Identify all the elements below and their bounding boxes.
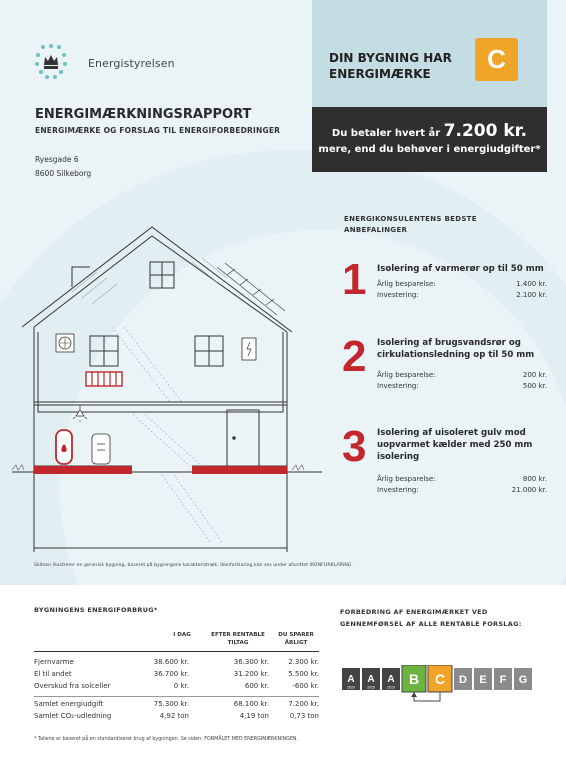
investment-value: 500 kr.: [522, 382, 547, 390]
row-label: Overskud fra solceller: [34, 682, 111, 690]
row-today: 0 kr.: [173, 682, 189, 690]
scale-e: [474, 668, 492, 690]
scale-f: [494, 668, 512, 690]
roof-outline: [22, 227, 292, 332]
rating-title: [329, 50, 469, 82]
rating-title-line1: DIN BYGNING HAR: [329, 51, 452, 65]
savings-amount: 7.200 kr.: [443, 121, 528, 141]
recommendation-title: Isolering af uisoleret gulv mod uopvarmet kælder med 250 mm isolering: [377, 428, 533, 462]
investment-label: Investering:: [377, 486, 419, 494]
row-save: 7.200 kr.: [288, 700, 319, 708]
table-divider: [34, 696, 319, 697]
row-after: 36.300 kr.: [233, 658, 269, 666]
scale-letter: A: [347, 674, 355, 685]
scale-d: [454, 668, 472, 690]
table-total-row: [34, 700, 319, 712]
radiator-icon: [86, 372, 122, 386]
savings-label: Årlig besparelse:: [377, 475, 436, 483]
scale-letter: E: [479, 674, 487, 686]
savings-line2: mere, end du behøver i energiudgifter*: [318, 144, 541, 155]
savings-line1: [312, 121, 547, 141]
report-subtitle: ENERGIMÆRKE OG FORSLAG TIL ENERGIFORBEDRINGER: [35, 126, 281, 135]
floor-insulation-left: [34, 466, 132, 474]
staircase: [112, 327, 222, 542]
energy-scale: [340, 665, 550, 711]
consumption-title: BYGNINGENS ENERGIFORBRUG*: [34, 606, 158, 614]
energistyrelsen-logo: [34, 43, 174, 83]
floor-insulation-right: [192, 466, 287, 474]
row-label: El til andet: [34, 670, 72, 678]
row-save: 0,73 ton: [289, 712, 319, 720]
row-save: 5.500 kr.: [288, 670, 319, 678]
improvement-arrow-icon: [411, 692, 440, 701]
row-after: 4,19 ton: [239, 712, 269, 720]
row-save: 2.300 kr.: [288, 658, 319, 666]
savings-value: 800 kr.: [522, 475, 547, 483]
table-total-row: [34, 712, 319, 724]
scale-a2015: [362, 668, 380, 690]
recommendation-2: [342, 332, 557, 395]
recommendation-number: 2: [342, 332, 367, 381]
savings-banner: [312, 107, 547, 172]
row-label: Samlet CO₂-udledning: [34, 712, 112, 720]
row-label: Samlet energiudgift: [34, 700, 104, 708]
table-divider: [34, 651, 319, 652]
table-row: [34, 670, 319, 682]
rating-letter: C: [487, 44, 506, 74]
row-today: 36.700 kr.: [153, 670, 189, 678]
scale-letter: A: [367, 674, 375, 685]
scale-letter: A: [387, 674, 395, 685]
report-title: ENERGIMÆRKNINGSRAPPORT: [35, 107, 252, 122]
header-savings-line1: DU SPARER: [278, 632, 314, 638]
house-illustration: [12, 222, 334, 552]
table-row: [34, 658, 319, 670]
row-label: Fjernvarme: [34, 658, 74, 666]
header-after-line1: EFTER RENTABLE: [211, 632, 265, 638]
lamp-icon: [73, 405, 87, 422]
header-savings: [272, 631, 320, 647]
hot-water-tank-icon: [56, 430, 72, 464]
rating-title-line2: ENERGIMÆRKE: [329, 67, 431, 81]
row-after: 600 kr.: [244, 682, 269, 690]
savings-label: Årlig besparelse:: [377, 280, 436, 288]
header-after: [206, 631, 270, 647]
header-savings-line2: ÅRLIGT: [284, 640, 308, 646]
savings-label: Årlig besparelse:: [377, 371, 436, 379]
row-after: 68.100 kr.: [233, 700, 269, 708]
scale-b-potential: [402, 665, 426, 692]
table-row: [34, 682, 319, 694]
recommendation-1: [342, 255, 557, 308]
scale-g: [514, 668, 532, 690]
door: [227, 410, 259, 466]
row-today: 75.300 kr.: [153, 700, 189, 708]
savings-prefix: Du betaler hvert år: [331, 128, 441, 139]
row-after: 31.200 kr.: [233, 670, 269, 678]
fan-icon: [56, 334, 74, 352]
row-today: 4,92 ton: [159, 712, 189, 720]
investment-value: 21.000 kr.: [511, 486, 547, 494]
scale-a2010: [382, 668, 400, 690]
scale-a2020: [342, 668, 360, 690]
scale-c-current: [428, 665, 452, 692]
electricity-meter-icon: [242, 338, 256, 360]
recommendation-number: 1: [342, 255, 367, 304]
recommendation-number: 3: [342, 422, 367, 471]
investment-value: 2.100 kr.: [516, 291, 547, 299]
basement-walls: [34, 472, 287, 552]
recommendation-title: Isolering af brugsvandsrør og cirkulationsledning op til 50 mm: [377, 338, 535, 360]
crown-dots-icon: [34, 43, 84, 83]
savings-value: 1.400 kr.: [516, 280, 547, 288]
energy-rating-box: [312, 0, 547, 107]
scale-year: 2020: [347, 685, 355, 690]
sketch-note: Skitsen illustrerer en generisk bygning, baseret på bygningens karakteristræk. Ikonforklaring kan ses under afsnittet IKONFORKLARING.: [34, 563, 353, 568]
scale-letter: D: [459, 674, 467, 686]
header-after-line2: TILTAG: [227, 640, 249, 646]
header-today: I DAG: [173, 632, 191, 638]
recommendation-title: Isolering af varmerør op til 50 mm: [377, 264, 544, 274]
scale-letter: B: [408, 671, 420, 687]
row-save: -600 kr.: [292, 682, 319, 690]
investment-label: Investering:: [377, 382, 419, 390]
rating-letter-badge: [475, 38, 518, 81]
district-heating-unit-icon: [92, 434, 110, 464]
improvement-title: FORBEDRING AF ENERGIMÆRKET VED GENNEMFØRSEL AF ALLE RENTABLE FORSLAG:: [340, 608, 522, 628]
logo-text: Energistyrelsen: [88, 57, 175, 70]
address-city: 8600 Silkeborg: [35, 169, 92, 178]
scale-year: 2010: [387, 685, 395, 690]
scale-letter: C: [434, 671, 446, 687]
savings-value: 200 kr.: [522, 371, 547, 379]
recommendations-heading: ENERGIKONSULENTENS BEDSTE ANBEFALINGER: [344, 215, 477, 234]
row-today: 38.600 kr.: [153, 658, 189, 666]
investment-label: Investering:: [377, 291, 419, 299]
scale-letter: F: [499, 674, 507, 686]
scale-letter: G: [518, 674, 528, 686]
address-street: Ryesgade 6: [35, 155, 79, 164]
footnote: * Tallene er baseret på en standardiseret brug af bygningen. Se siden: FORMÅLET MED ENERGIMÆRKNINGEN.: [34, 737, 298, 742]
scale-year: 2015: [367, 685, 375, 690]
recommendation-3: [342, 422, 557, 500]
